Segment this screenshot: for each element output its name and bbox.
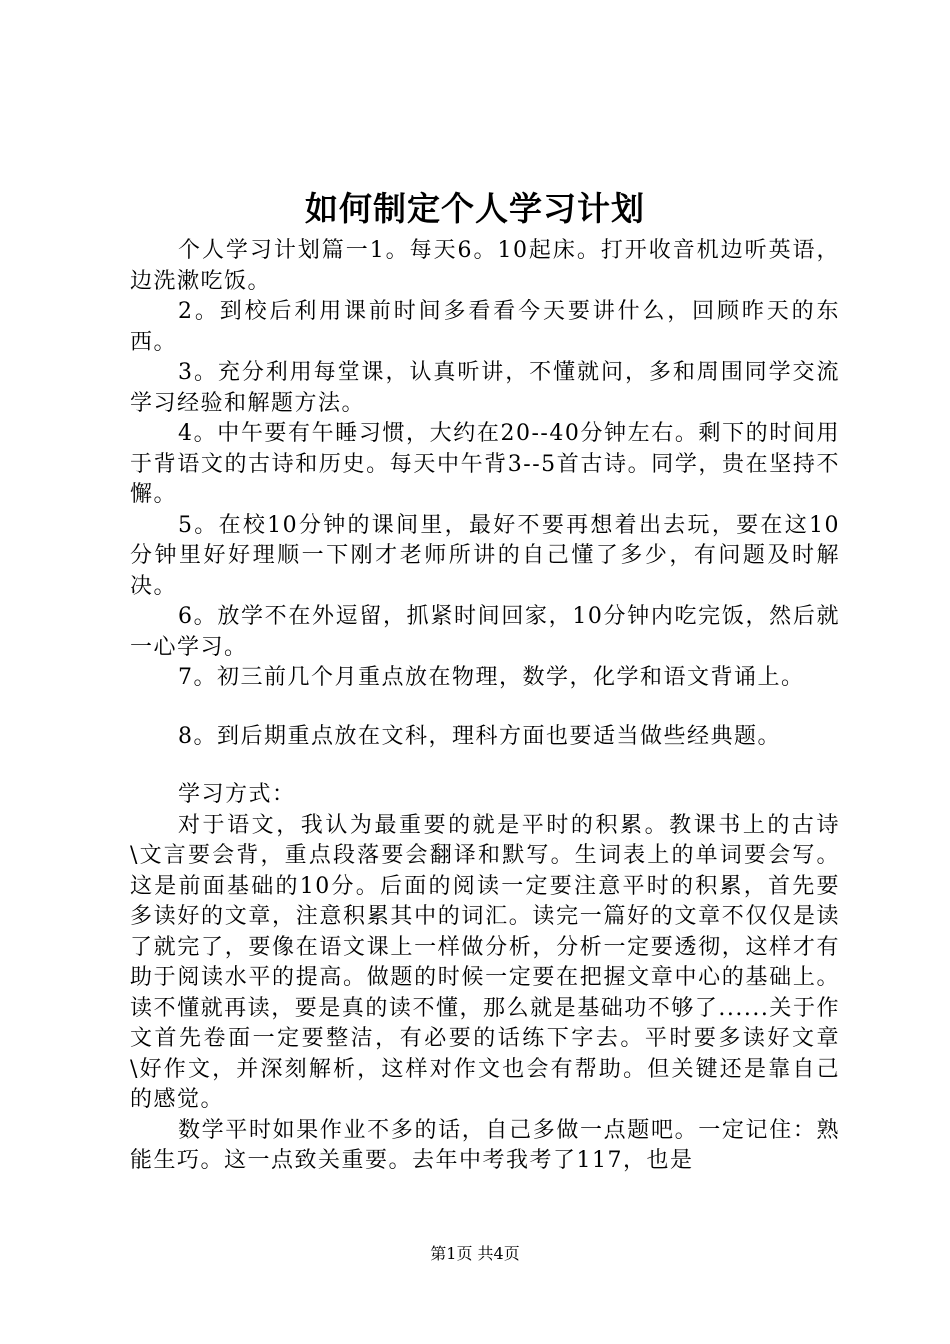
document-title: 如何制定个人学习计划: [305, 189, 645, 228]
paragraph-chinese-study: 对于语文，我认为最重要的就是平时的积累。教课书上的古诗\文言要会背，重点段落要会翻译和默写。生词表上的单词要会写。这是前面基础的10分。后面的阅读一定要注意平时的积累，首先要多读好的文章，注意积累其中的词汇。读完一篇好的文章不仅仅是读了就完了，要像在语文课上一样做分析，分析一定要透彻，这样才有助于阅读水平的提高。做题的时候一定要在把握文章中心的基础上。读不懂就再读，要是真的读不懂，那么就是基础功不够了......关于作文首先卷面一定要整洁，有必要的话练下字去。平时要多读好文章\好作文，并深刻解析，这样对作文也会有帮助。但关键还是靠自己的感觉。: [130, 812, 840, 1112]
paragraph-plan-8: 8。到后期重点放在文科，理科方面也要适当做些经典题。: [178, 723, 781, 749]
paragraph-math-study: 数学平时如果作业不多的话，自己多做一点题吧。一定记住：熟能生巧。这一点致关重要。去年中考我考了117，也是: [130, 1117, 840, 1173]
paragraph-plan-4: 4。中午要有午睡习惯，大约在20--40分钟左右。剩下的时间用于背语文的古诗和历史。每天中午背3--5首古诗。同学，贵在坚持不懈。: [130, 421, 840, 507]
paragraph-plan-2: 2。到校后利用课前时间多看看今天要讲什么，回顾昨天的东西。: [130, 299, 840, 355]
paragraph-plan-1: 个人学习计划篇一1。每天6。10起床。打开收音机边听英语，边洗漱吃饭。: [130, 238, 840, 294]
paragraph-plan-6: 6。放学不在外逗留，抓紧时间回家，10分钟内吃完饭，然后就一心学习。: [130, 604, 840, 660]
document-body: [130, 236, 840, 1177]
page-number-footer: 第1页 共4页: [430, 1244, 520, 1263]
section-heading-study-methods: 学习方式：: [178, 782, 296, 807]
paragraph-plan-5: 5。在校10分钟的课间里，最好不要再想着出去玩，要在这10分钟里好好理顺一下刚才老师所讲的自己懂了多少，有问题及时解决。: [130, 512, 840, 599]
paragraph-plan-3: 3。充分利用每堂课，认真听讲，不懂就问，多和周围同学交流学习经验和解题方法。: [130, 360, 840, 416]
paragraph-plan-7: 7。初三前几个月重点放在物理，数学，化学和语文背诵上。: [178, 665, 805, 690]
